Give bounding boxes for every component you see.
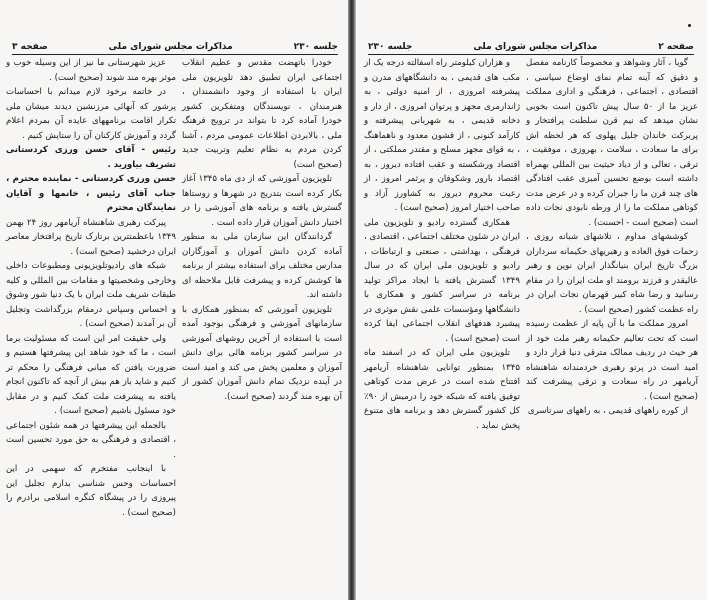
right-page [356,0,707,600]
session-number: جلسه ۲۳۰ [368,42,413,52]
page-number: صفحه ۳ [12,42,48,52]
paragraph: در خاتمه برخود لازم میدانم با احساسات پرشور که آنهائی مرزنشین دیدند میشان ملی تکرار اقامت برنامههای عایده آن بمردم اعلام گردد و آموزش کارکنان آن را ستایش کنیم . [6,87,176,141]
text-column-right [182,56,342,404]
header-title: مذاکرات مجلس شورای ملی [473,42,598,52]
paragraph: با اینجانب مفتخرم که سهمی در این احساسات وحس شناسی بدارم تجلیل این پیروزی را در پیشگاه کنگره اسلامی برادرم را (صحیح است) . [6,464,176,518]
text-column-right [526,56,698,419]
paragraph: عزیز شهرستانی ما نیز از این وسیله خوب و موثر بهره مند شوند (صحیح است) . [6,58,176,83]
paragraph: امروز مملکت ما با آن پایه از عظمت رسیده است که تحت تعالیم حکیمانه رهبر ملت خود از هر حیث در ردیف ممالک مترقی دنیا قرار دارد و امید است در پرتو رهبری خردمندانه شاهنشاه آریامهر در راه سعادت و ترقی پیشرفت کند (صحیح است) . [526,319,698,402]
page-header [12,38,338,55]
page-number: صفحه ۲ [658,42,694,52]
paragraph: ولی حقیقت امر این است که مسئولیت برما است ، ما که خود شاهد این پیشرفتها هستیم و ضرورت یافتن که مبانی فرهنگی را محکم تر کنیم و شاید باز هم بیش از آنچه که تاکنون انجام یافته به پیشرفت ملت کمک کنیم و در مقابل خود مسئول باشیم (صحیح است) . [6,333,176,416]
book-spine [348,0,356,600]
left-page [0,0,348,600]
speaker-line: حسن ورزی کردستانی - نماینده محترم ، جناب آقای رئیس ، خانمها و آقایان نمایندگان محترم [6,174,176,213]
header-title: مذاکرات مجلس شورای ملی [108,42,233,52]
paragraph: بالجمله این پیشرفتها در همه شئون اجتماعی ، اقتصادی و فرهنگی به حق مورد تحسین است . [6,420,176,460]
session-number: جلسه ۲۳۰ [293,42,338,52]
speaker-line: رئیس - آقای حسن ورزی کردستانی تشریف بیاورید . [6,145,176,170]
paragraph: همکاری گسترده رادیو و تلویزیون ملی ایران در شئون مختلف اجتماعی ، اقتصادی ، فرهنگی ، بهداشتی ، صنعتی و ارتباطات ، رادیو و تلویزیون ملی ایران که در سال ۱۳۴۹ گسترش یافته با ایجاد مراکز تولید برنامه در سراسر کشور و همکاری با دانشگاهها ومؤسسات علمی نقش موثری در پیشبرد هدفهای انقلاب اجتماعی ایفا کرده است (صحیح است) . [364,217,520,344]
paragraph: تلویزیون ملی ایران که در اسفند ماه ۱۳۴۵ بمنظور توانایی شاهنشاه آریامهر افتتاح شده است در عرض مدت کوتاهی توفیق یافته که شبکه خود را درمیش از ۹۰٪ کل کشور گسترش دهد و برنامه های متنوع پخش نماید . [364,348,520,431]
paragraph: پیرکت رهبری شاهنشاه آریامهر روز ۲۴ بهمن ۱۳۴۹ باعظمتترین برتارک تاریخ پرافتخار معاصر ایران درخشید (صحیح است) . [6,217,176,257]
paragraph: تلویزیون آموزشی که از دی ماه ۱۳۴۵ آغاز بکار کرده است بتدریج در شهرها و روستاها گسترش یافته و برنامه های آموزشی را در اختیار دانش آموزان قرار داده است . [182,174,342,228]
scan-speck [688,24,691,27]
paragraph: خودرا باتهضت مقدس و عظیم انقلاب اجتماعی ایران تطبیق دهد تلویزیون ملی ایران با استفاده از وجود دانشمندان ، هنرمندان ، نویسندگان ومتفکرین کشور خودرا آماده کرد تا بتواند در ترویج فرهنگ ملی ، بالابردن اطلاعات عمومی مردم ، آشنا کردن مردم به نظام تعلیم وتربیت جدید (صحیح است) [182,58,342,170]
paragraph: از کوره راههای قدیمی ، به راههای سرتاسری [527,406,688,416]
page-header [368,38,694,55]
paragraph: گردانندگان این سازمان ملی به منظور آماده کردن دانش آموزان و آموزگاران مدارس مختلف برای استفاده بیشتر از برنامه ها کوشش کرده و پیشرفت قابل ملاحظه ای داشته اند. [182,232,342,300]
text-column-left [364,56,520,433]
paragraph: کوششهای مداوم ، تلاشهای شبانه روزی ، زحمات فوق العاده و رهبریهای حکیمانه سرداران بزرگ تاریخ ایران بنیانگذار ایران نوین و رهبر عالیقدر و فرزند برومند او ملت ایران را در مقام رسانید و رضا شاه کبیر قهرمان نجات ایران در راه عظمت کشور (صحیح است) . [526,232,698,315]
paragraph: گویا ، آثار وشواهد و مخصوصاً کارنامه مفصل و دقیق که آینه تمام نمای اوضاع سیاسی ، اقتصادی ، اجتماعی ، فرهنگی و اداری مملکت عزیز ما از ۵۰ سال پیش تاکنون است بخوبی نشان میدهد که نیم قرن سلطنت پرافتخار و پربرکت خاندان جلیل پهلوی که هر لحظه اش برای ما سعادت ، سلامت ، بهروزی ، موفقیت ، ترقی ، تعالی و از دیاد حیثیت بین المللی بهمراه داشته است بوضع تحسین آمیزی عقب افتادگی های چند قرن ما را جبران کرده و در عرض مدت کوتاهی مملکت ما را از ورطه نابودی نجات داده است (صحیح است - احسنت) . [526,58,698,228]
text-column-left [6,56,176,520]
paragraph: شبکه های رادیوتلویزیونی ومطبوعات داخلی وخارجی وشخصیتها و مقامات بین المللی و کلیه طبقات شریف ملت ایران با یک دنیا شور وشوق و احساس وسپاس درمقام بزرگداشت وتجلیل آن بر آمدند (صحیح است) . [6,261,176,329]
paragraph: و هزاران کیلومتر راه اسفالته درجه یک از مکب های قدیمی ، به دانشگاههای مدرن و پیشرفته امروزی ، از امنیه دولتی ، به ژاندارمری مجهز و پرتوان امروزی ، از دار و دخانه قدیمی ، به شهربانی پیشرفته و کارآمد کنونی ، از قشون معدود و ناهماهنگ ، به قوای مجهز مسلح و مقتدر مملکتی ، از اقتصاد ورشکسته و عقب افتاده دیروز ، به اقتصاد بارور وشکوفان و پرثمر امروز ، از رعیت محروم دیروز به کشاورز آزاد و صاحب اختیار امروز (صحیح است) . [364,58,520,213]
paragraph: تلویزیون آموزشی که بمنظور همکاری با سازمانهای آموزشی و فرهنگی بوجود آمده است با استفاده از آخرین روشهای آموزشی در سراسر کشور برنامه هائی برای دانش آموزان و معلمین پخش می کند و امید است در آینده نزدیک تمام دانش آموزان کشور از آن بهره مند گردند (صحیح است). [182,304,342,402]
